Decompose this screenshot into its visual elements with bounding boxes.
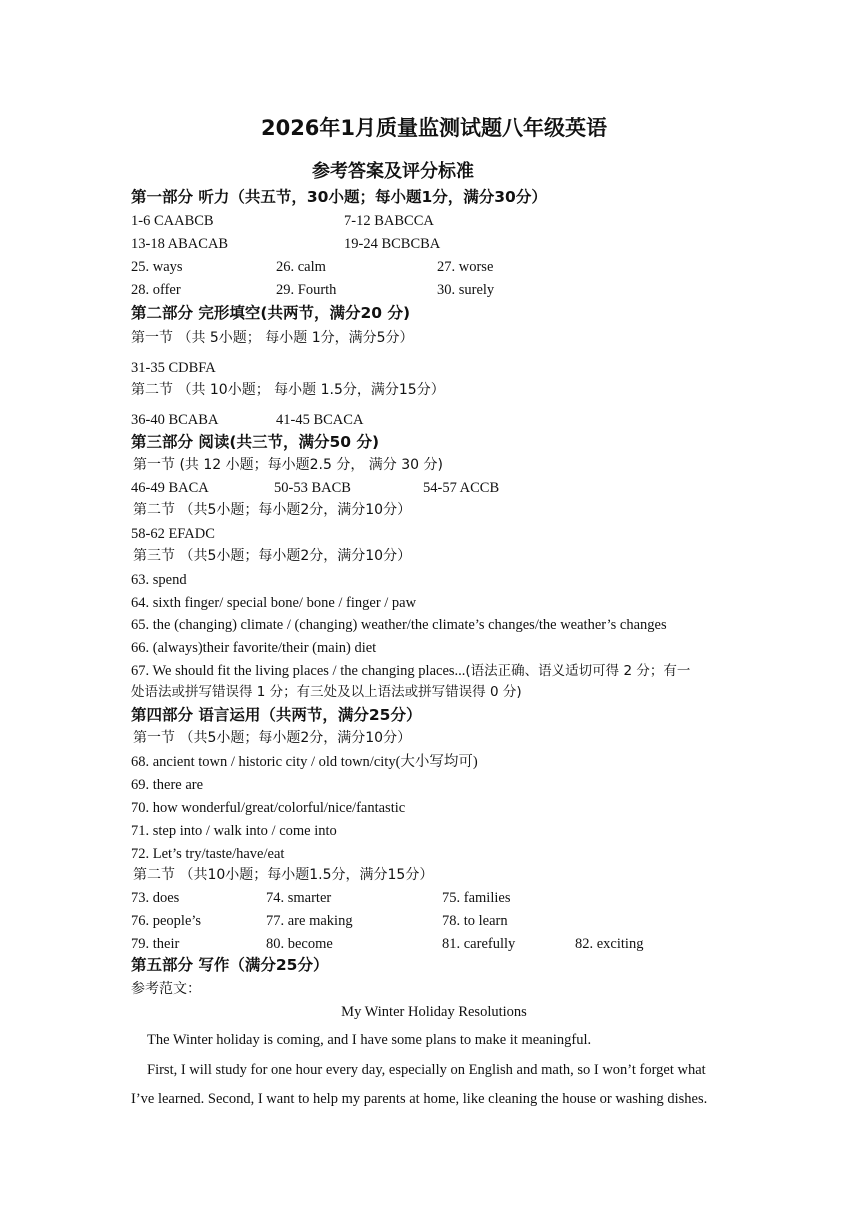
answer-78: 78. to learn xyxy=(442,913,508,929)
part4-heading: 第四部分 语言运用（共两节，满分25分） xyxy=(131,706,422,724)
answer-36-40: 36-40 BCABA xyxy=(131,412,219,428)
part3-section3-heading: 第三节 （共5小题；每小题2分，满分10分） xyxy=(133,548,412,564)
answer-13-18: 13-18 ABACAB xyxy=(131,236,229,252)
answer-67-scoring-note-cont: 处语法或拼写错误得 1 分；有三处及以上语法或拼写错误得 0 分) xyxy=(131,684,522,700)
answer-76: 76. people’s xyxy=(131,913,202,929)
answer-50-53: 50-53 BACB xyxy=(274,480,351,496)
page-title: 2026年1月质量监测试题八年级英语 xyxy=(260,116,608,140)
answer-82: 82. exciting xyxy=(575,936,644,952)
part2-section1-heading: 第一节 （共 5小题； 每小题 1分，满分5分） xyxy=(131,330,414,346)
answer-71: 71. step into / walk into / come into xyxy=(131,823,337,839)
answer-68: 68. ancient town / historic city / old town/city(大小写均可) xyxy=(131,754,478,770)
part1-heading: 第一部分 听力（共五节，30小题；每小题1分，满分30分） xyxy=(131,188,547,206)
answer-31-35: 31-35 CDBFA xyxy=(131,360,216,376)
part3-section2-heading: 第二节 （共5小题；每小题2分，满分10分） xyxy=(133,502,412,518)
answer-67-scoring-note: (语法正确、语义适切可得 2 分；有一 xyxy=(465,663,691,679)
essay-paragraph-2-line-1: First, I will study for one hour every day, especially on English and math, so I won’t forget what xyxy=(147,1062,706,1078)
answer-63: 63. spend xyxy=(131,572,187,588)
answer-26: 26. calm xyxy=(276,259,326,275)
answer-81: 81. carefully xyxy=(442,936,516,952)
answer-69: 69. there are xyxy=(131,777,204,793)
answer-30: 30. surely xyxy=(437,282,495,298)
answer-7-12: 7-12 BABCCA xyxy=(344,213,434,229)
essay-title: My Winter Holiday Resolutions xyxy=(341,1004,527,1020)
answer-65: 65. the (changing) climate / (changing) weather/the climate’s changes/the weather’s changes xyxy=(131,617,667,633)
answer-41-45: 41-45 BCACA xyxy=(276,412,364,428)
answer-66: 66. (always)their favorite/their (main) diet xyxy=(131,640,377,656)
answer-46-49: 46-49 BACA xyxy=(131,480,209,496)
answer-79: 79. their xyxy=(131,936,180,952)
answer-67-text: 67. We should fit the living places / the changing places... xyxy=(131,663,466,679)
page-subtitle: 参考答案及评分标准 xyxy=(312,161,474,182)
answer-19-24: 19-24 BCBCBA xyxy=(344,236,441,252)
answer-25: 25. ways xyxy=(131,259,183,275)
answer-74: 74. smarter xyxy=(266,890,332,906)
part4-section2-heading: 第二节 （共10小题；每小题1.5分，满分15分） xyxy=(133,867,434,883)
answer-77: 77. are making xyxy=(266,913,353,929)
answer-54-57: 54-57 ACCB xyxy=(423,480,500,496)
part5-heading: 第五部分 写作（满分25分） xyxy=(131,956,329,974)
part2-heading: 第二部分 完形填空(共两节，满分20 分) xyxy=(131,304,411,322)
answer-73: 73. does xyxy=(131,890,180,906)
answer-70: 70. how wonderful/great/colorful/nice/fantastic xyxy=(131,800,406,816)
reference-essay-label: 参考范文： xyxy=(131,981,201,997)
answer-1-6: 1-6 CAABCB xyxy=(131,213,214,229)
answer-28: 28. offer xyxy=(131,282,181,298)
answer-72: 72. Let’s try/taste/have/eat xyxy=(131,846,285,862)
answer-27: 27. worse xyxy=(437,259,494,275)
part3-heading: 第三部分 阅读(共三节，满分50 分) xyxy=(131,433,380,451)
part4-section1-heading: 第一节 （共5小题；每小题2分，满分10分） xyxy=(133,730,412,746)
answer-29: 29. Fourth xyxy=(276,282,337,298)
essay-paragraph-1: The Winter holiday is coming, and I have some plans to make it meaningful. xyxy=(147,1032,592,1048)
essay-paragraph-2-line-2: I’ve learned. Second, I want to help my parents at home, like cleaning the house or washing dishes. xyxy=(131,1091,708,1107)
part3-section1-heading: 第一节 (共 12 小题；每小题2.5 分， 满分 30 分) xyxy=(133,457,443,473)
part2-section2-heading: 第二节 （共 10小题； 每小题 1.5分，满分15分） xyxy=(131,382,445,398)
answer-80: 80. become xyxy=(266,936,333,952)
answer-58-62: 58-62 EFADC xyxy=(131,526,215,542)
answer-64: 64. sixth finger/ special bone/ bone / finger / paw xyxy=(131,595,417,611)
answer-67 xyxy=(131,664,690,679)
answer-75: 75. families xyxy=(442,890,511,906)
